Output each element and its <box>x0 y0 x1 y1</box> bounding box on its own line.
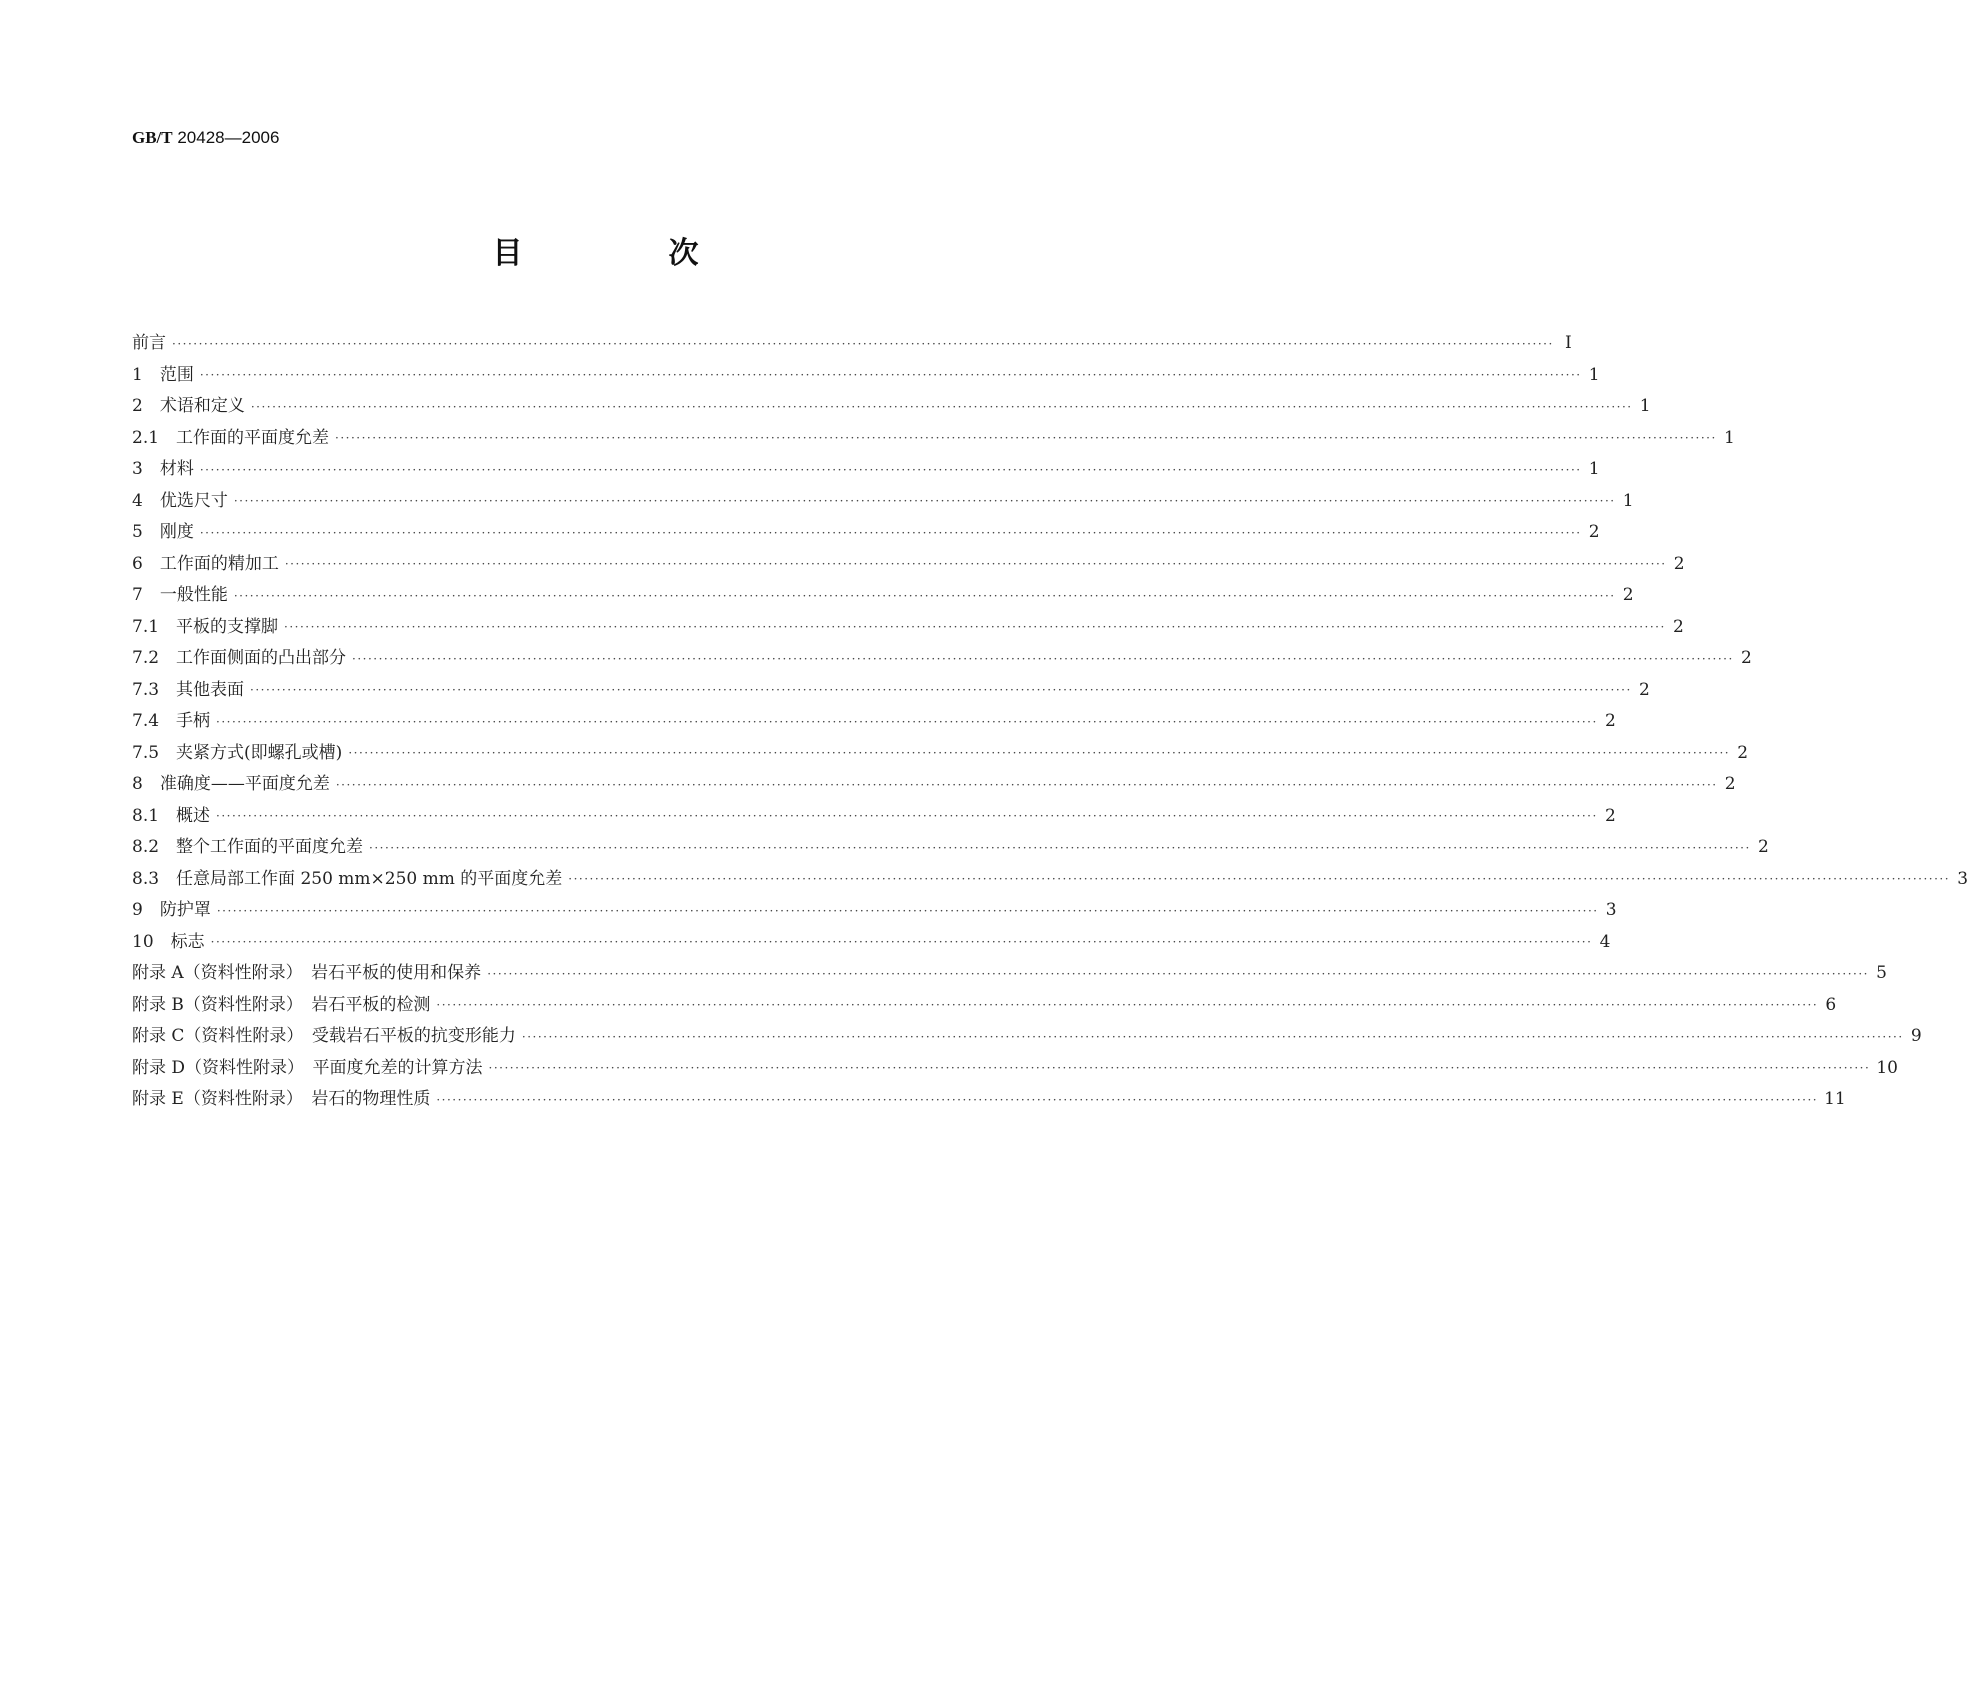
toc-entry-label: 10 标志 <box>132 931 205 952</box>
toc-entry-label: 附录 E（资料性附录） 岩石的物理性质 <box>132 1089 431 1110</box>
toc-entry-label: 1 范围 <box>132 364 194 385</box>
toc-entry[interactable] <box>132 1053 1898 1085</box>
toc-entry[interactable] <box>132 864 1968 896</box>
toc-entry[interactable] <box>132 895 1617 927</box>
toc-dot-leader: ···································································································································································································································································· <box>210 935 1593 950</box>
toc-entry-label: 3 材料 <box>132 459 194 480</box>
toc-dot-leader: ···································································································································································································································································· <box>199 368 1582 383</box>
toc-entry-page: I <box>1565 333 1572 354</box>
toc-dot-leader: ···································································································································································································································································· <box>335 777 1718 792</box>
toc-entry-label: 前言 <box>132 333 166 354</box>
toc-dot-leader: ···································································································································································································································································· <box>369 840 1751 855</box>
toc-entry-label: 2.1 工作面的平面度允差 <box>132 427 330 448</box>
toc-dot-leader: ···································································································································································································································································· <box>199 525 1582 540</box>
toc-entry-page: 2 <box>1604 711 1616 732</box>
standard-prefix: GB/T <box>132 128 173 147</box>
toc-entry-page: 1 <box>1588 459 1600 480</box>
toc-entry-page: 5 <box>1876 963 1887 984</box>
toc-entry-page: 2 <box>1672 616 1684 637</box>
toc-dot-leader: ···································································································································································································································································· <box>250 399 1633 414</box>
toc-entry[interactable] <box>132 990 1837 1022</box>
toc-dot-leader: ···································································································································································································································································· <box>487 966 1869 981</box>
toc-entry[interactable] <box>132 832 1769 864</box>
toc-dot-leader: ···································································································································································································································································· <box>233 588 1616 603</box>
toc-entry[interactable] <box>132 391 1651 423</box>
toc-entry-page: 2 <box>1737 742 1749 763</box>
toc-entry[interactable] <box>132 675 1650 707</box>
toc-entry-label: 8.3 任意局部工作面 250 mm×250 mm 的平面度允差 <box>132 868 563 889</box>
toc-dot-leader: ···································································································································································································································································· <box>521 1029 1904 1044</box>
toc-entry[interactable] <box>132 927 1611 959</box>
toc-entry-page: 11 <box>1824 1089 1846 1110</box>
toc-entry-label: 5 刚度 <box>132 522 194 543</box>
toc-entry-page: 1 <box>1723 427 1735 448</box>
toc-entry-page: 1 <box>1639 396 1651 417</box>
toc-dot-leader: ···································································································································································································································································· <box>233 494 1616 509</box>
toc-entry-label: 附录 D（资料性附录） 平面度允差的计算方法 <box>132 1057 483 1078</box>
toc-dot-leader: ···································································································································································································································································· <box>335 431 1717 446</box>
toc-entry-page: 2 <box>1604 805 1616 826</box>
toc-entry[interactable] <box>132 958 1887 990</box>
toc-dot-leader: ···································································································································································································································································· <box>436 1092 1819 1107</box>
toc-entry-page: 1 <box>1622 490 1634 511</box>
toc-entry-label: 2 术语和定义 <box>132 396 245 417</box>
toc-entry-label: 4 优选尺寸 <box>132 490 228 511</box>
toc-dot-leader: ···································································································································································································································································· <box>284 557 1667 572</box>
toc-entry[interactable] <box>132 454 1600 486</box>
toc-entry[interactable] <box>132 1084 1846 1116</box>
toc-entry-label: 8 准确度——平面度允差 <box>132 774 330 795</box>
toc-entry-page: 2 <box>1740 648 1752 669</box>
toc-entry-page: 2 <box>1622 585 1634 606</box>
toc-entry-label: 7 一般性能 <box>132 585 228 606</box>
toc-entry[interactable] <box>132 549 1685 581</box>
toc-entry-page: 2 <box>1638 679 1650 700</box>
standard-number: 20428—2006 <box>172 128 280 147</box>
toc-entry[interactable] <box>132 1021 1922 1053</box>
toc-dot-leader: ···································································································································································································································································· <box>436 998 1819 1013</box>
toc-dot-leader: ···································································································································································································································································· <box>284 620 1666 635</box>
toc-entry[interactable] <box>132 517 1600 549</box>
toc-entry-page: 4 <box>1599 931 1611 952</box>
toc-entry-label: 7.4 手柄 <box>132 711 211 732</box>
toc-dot-leader: ···································································································································································································································································· <box>216 809 1598 824</box>
toc-entry-label: 附录 B（资料性附录） 岩石平板的检测 <box>132 994 431 1015</box>
toc-dot-leader: ···································································································································································································································································· <box>352 651 1734 666</box>
toc-entry[interactable] <box>132 360 1600 392</box>
toc-entry-page: 2 <box>1588 522 1600 543</box>
toc-entry-page: 2 <box>1757 837 1769 858</box>
page-title: 目 次 <box>492 236 757 271</box>
toc-entry-page: 9 <box>1910 1026 1922 1047</box>
toc-entry[interactable] <box>132 769 1736 801</box>
toc-entry-page: 2 <box>1724 774 1736 795</box>
toc-entry[interactable] <box>132 801 1616 833</box>
toc-entry-label: 7.1 平板的支撑脚 <box>132 616 279 637</box>
toc-dot-leader: ···································································································································································································································································· <box>488 1061 1871 1076</box>
toc-dot-leader: ···································································································································································································································································· <box>216 714 1598 729</box>
toc-entry[interactable] <box>132 706 1616 738</box>
toc-dot-leader: ···································································································································································································································································· <box>568 872 1951 887</box>
toc-dot-leader: ···································································································································································································································································· <box>199 462 1582 477</box>
toc-entry-label: 8.1 概述 <box>132 805 211 826</box>
toc-entry[interactable] <box>132 643 1752 675</box>
toc-entry[interactable] <box>132 738 1749 770</box>
toc-entry-label: 附录 A（资料性附录） 岩石平板的使用和保养 <box>132 963 482 984</box>
toc-entry-page: 3 <box>1957 868 1968 889</box>
toc-entry-label: 8.2 整个工作面的平面度允差 <box>132 837 364 858</box>
toc-entry-label: 6 工作面的精加工 <box>132 553 279 574</box>
toc-entry-label: 9 防护罩 <box>132 900 211 921</box>
toc-entry-page: 3 <box>1605 900 1617 921</box>
standard-code <box>132 128 279 148</box>
toc-dot-leader: ···································································································································································································································································· <box>216 903 1599 918</box>
toc-entry[interactable] <box>132 580 1634 612</box>
toc-entry-page: 2 <box>1673 553 1685 574</box>
toc-entry-page: 6 <box>1825 994 1837 1015</box>
toc-entry-label: 7.3 其他表面 <box>132 679 245 700</box>
toc-entry-page: 10 <box>1876 1057 1898 1078</box>
toc-dot-leader: ···································································································································································································································································· <box>250 683 1632 698</box>
toc-entry[interactable] <box>132 612 1684 644</box>
toc-entry-label: 7.2 工作面侧面的凸出部分 <box>132 648 347 669</box>
toc-entry[interactable] <box>132 328 1572 360</box>
toc-entry[interactable] <box>132 423 1735 455</box>
toc-dot-leader: ···································································································································································································································································· <box>172 336 1554 351</box>
toc-dot-leader: ···································································································································································································································································· <box>348 746 1731 761</box>
table-of-contents <box>132 328 1968 1116</box>
toc-entry-page: 1 <box>1588 364 1600 385</box>
toc-entry[interactable] <box>132 486 1634 518</box>
toc-entry-label: 7.5 夹紧方式(即螺孔或槽) <box>132 742 343 763</box>
toc-entry-label: 附录 C（资料性附录） 受载岩石平板的抗变形能力 <box>132 1026 516 1047</box>
